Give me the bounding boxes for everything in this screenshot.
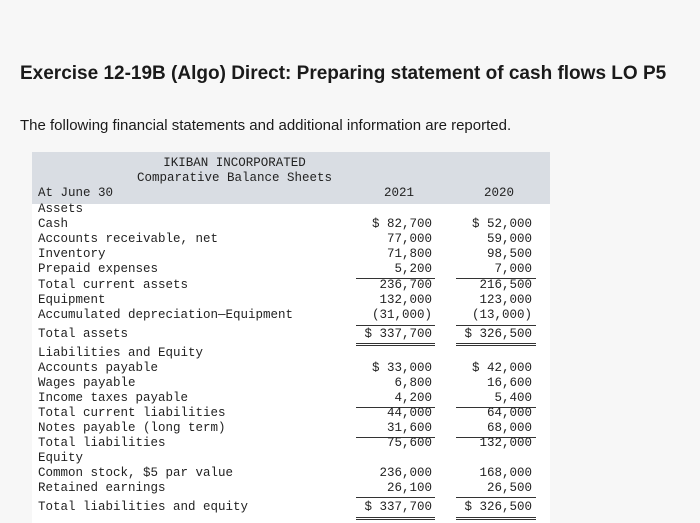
total-current-assets-2021: 236,700 [379,278,432,292]
row-label-wages-payable: Wages payable [38,376,136,390]
row-label-prepaid-expenses: Prepaid expenses [38,262,159,276]
accounts-receivable-2020: 59,000 [486,232,532,246]
row-label-cash: Cash [38,217,69,231]
year-2020-header: 2020 [484,186,515,200]
page-title: Exercise 12-19B (Algo) Direct: Preparing statement of cash flows LO P5 [20,63,667,84]
total-current-liabilities-2020: 64,000 [486,406,532,420]
retained-earnings-2020: 26,500 [486,481,532,495]
equipment-2021: 132,000 [379,293,432,307]
total-assets-2021: $ 337,700 [364,327,432,341]
section-liabilities-and-equity: Liabilities and Equity [38,346,204,360]
underline-rule [356,497,435,498]
double-underline-rule [356,343,435,346]
wages-payable-2020: 16,600 [486,376,532,390]
date-label: At June 30 [38,186,114,200]
income-taxes-payable-2021: 4,200 [394,391,432,405]
row-label-total-liabilities-and-equity: Total liabilities and equity [38,500,249,514]
retained-earnings-2021: 26,100 [386,481,432,495]
double-underline-rule [456,343,536,346]
row-label-total-current-assets: Total current assets [38,278,189,292]
equipment-2020: 123,000 [479,293,532,307]
table-header [32,152,550,204]
total-liabilities-and-equity-2020: $ 326,500 [464,500,532,514]
row-label-income-taxes-payable: Income taxes payable [38,391,189,405]
total-liabilities-and-equity-2021: $ 337,700 [364,500,432,514]
row-label-total-assets: Total assets [38,327,129,341]
inventory-2020: 98,500 [486,247,532,261]
accounts-payable-2021: $ 33,000 [371,361,432,375]
row-label-equipment: Equipment [38,293,106,307]
total-liabilities-2021: 75,600 [386,436,432,450]
balance-sheet-table [32,152,550,523]
cash-2021: $ 82,700 [371,217,432,231]
intro-text: The following financial statements and additional information are reported. [20,117,512,134]
row-label-total-current-liabilities: Total current liabilities [38,406,226,420]
row-label-accounts-payable: Accounts payable [38,361,159,375]
wages-payable-2021: 6,800 [394,376,432,390]
row-label-inventory: Inventory [38,247,106,261]
total-current-liabilities-2021: 44,000 [386,406,432,420]
prepaid-expenses-2020: 7,000 [494,262,532,276]
underline-rule [456,325,536,326]
statement-title: Comparative Balance Sheets [136,171,333,185]
cash-2020: $ 52,000 [471,217,532,231]
income-taxes-payable-2020: 5,400 [494,391,532,405]
row-label-total-liabilities: Total liabilities [38,436,166,450]
total-current-assets-2020: 216,500 [479,278,532,292]
common-stock-2020: 168,000 [479,466,532,480]
section-assets: Assets [38,202,84,216]
row-label-retained-earnings: Retained earnings [38,481,166,495]
row-label-notes-payable: Notes payable (long term) [38,421,226,435]
notes-payable-2020: 68,000 [486,421,532,435]
notes-payable-2021: 31,600 [386,421,432,435]
accounts-payable-2020: $ 42,000 [471,361,532,375]
double-underline-rule [456,517,536,520]
row-label-accounts-receivable: Accounts receivable, net [38,232,219,246]
section-equity: Equity [38,451,84,465]
accumulated-depreciation-2020: (13,000) [471,308,532,322]
company-name: IKIBAN INCORPORATED [163,156,306,170]
accumulated-depreciation-2021: (31,000) [371,308,432,322]
year-2021-header: 2021 [384,186,415,200]
total-liabilities-2020: 132,000 [479,436,532,450]
underline-rule [456,497,536,498]
double-underline-rule [356,517,435,520]
underline-rule [356,325,435,326]
prepaid-expenses-2021: 5,200 [394,262,432,276]
total-assets-2020: $ 326,500 [464,327,532,341]
inventory-2021: 71,800 [386,247,432,261]
accounts-receivable-2021: 77,000 [386,232,432,246]
row-label-common-stock: Common stock, $5 par value [38,466,234,480]
common-stock-2021: 236,000 [379,466,432,480]
row-label-accumulated-depreciation: Accumulated depreciation—Equipment [38,308,294,322]
